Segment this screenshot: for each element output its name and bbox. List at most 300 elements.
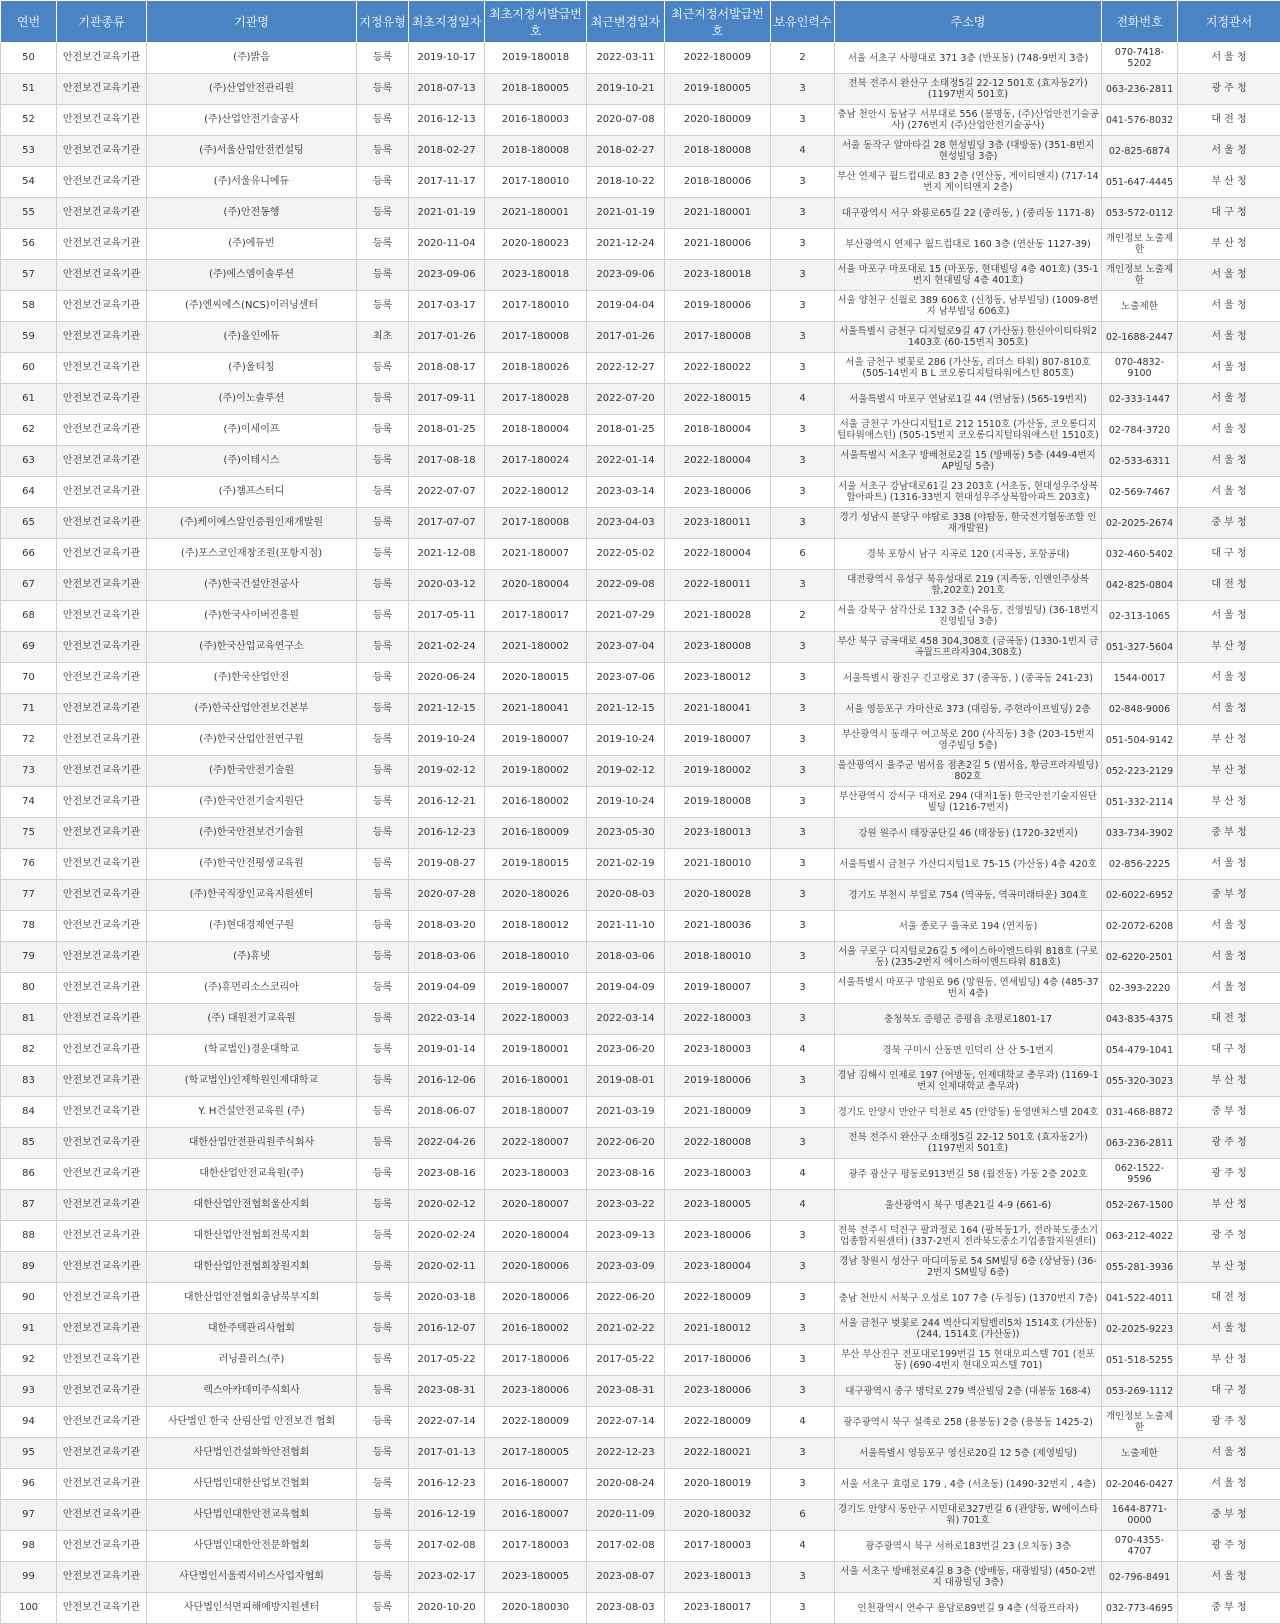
cell-designation: 등록 xyxy=(357,632,409,663)
table-row[interactable] xyxy=(1,105,1280,136)
cell-recent-date: 2017-02-08 xyxy=(587,1531,665,1562)
cell-designation: 등록 xyxy=(357,508,409,539)
cell-phone: 042-825-0804 xyxy=(1102,570,1178,601)
cell-phone: 053-572-0112 xyxy=(1102,198,1178,229)
cell-first-date: 2019-10-17 xyxy=(409,43,485,74)
cell-recent-date: 2022-06-20 xyxy=(587,1128,665,1159)
cell-type: 안전보건교육기관 xyxy=(57,1004,147,1035)
cell-recent-date: 2023-08-16 xyxy=(587,1159,665,1190)
cell-name: (주)이세이프 xyxy=(147,415,357,446)
table-row[interactable] xyxy=(1,1128,1280,1159)
cell-type: 안전보건교육기관 xyxy=(57,1128,147,1159)
cell-first-no: 2017-180017 xyxy=(485,601,587,632)
cell-recent-no: 2023-180011 xyxy=(665,508,771,539)
table-row[interactable] xyxy=(1,167,1280,198)
cell-first-no: 2016-180002 xyxy=(485,787,587,818)
cell-staff: 3 xyxy=(771,756,835,787)
table-row[interactable] xyxy=(1,1035,1280,1066)
table-row[interactable] xyxy=(1,291,1280,322)
cell-type: 안전보건교육기관 xyxy=(57,570,147,601)
cell-recent-no: 2023-180018 xyxy=(665,260,771,291)
cell-index: 58 xyxy=(1,291,57,322)
cell-name: (주)엔씨에스(NCS)이러닝센터 xyxy=(147,291,357,322)
cell-recent-date: 2021-07-29 xyxy=(587,601,665,632)
cell-recent-date: 2022-07-20 xyxy=(587,384,665,415)
cell-recent-no: 2023-180006 xyxy=(665,477,771,508)
table-row[interactable] xyxy=(1,1097,1280,1128)
table-row[interactable] xyxy=(1,260,1280,291)
cell-recent-no: 2019-180006 xyxy=(665,291,771,322)
cell-address: 대구광역시 중구 명덕로 279 벽산빌딩 2층 (대봉동 168-4) xyxy=(835,1376,1102,1407)
cell-staff: 3 xyxy=(771,477,835,508)
cell-name: (주)한국건설안전공사 xyxy=(147,570,357,601)
cell-office: 서 울 청 xyxy=(1178,973,1280,1004)
cell-designation: 등록 xyxy=(357,446,409,477)
cell-phone: 02-784-3720 xyxy=(1102,415,1178,446)
cell-designation: 등록 xyxy=(357,1035,409,1066)
cell-office: 서 울 청 xyxy=(1178,136,1280,167)
cell-index: 75 xyxy=(1,818,57,849)
cell-office: 대 전 청 xyxy=(1178,105,1280,136)
cell-name: 사단법인 한국 산림산업 안전보건 협회 xyxy=(147,1407,357,1438)
cell-first-no: 2017-180005 xyxy=(485,1438,587,1469)
cell-recent-no: 2018-180008 xyxy=(665,136,771,167)
cell-name: 사단법인대한안전문화협회 xyxy=(147,1531,357,1562)
cell-name: 사단법인서울퀵서비스사업자협회 xyxy=(147,1562,357,1593)
table-row[interactable] xyxy=(1,43,1280,74)
table-row[interactable] xyxy=(1,136,1280,167)
cell-recent-date: 2023-05-30 xyxy=(587,818,665,849)
cell-index: 91 xyxy=(1,1314,57,1345)
cell-recent-date: 2019-10-21 xyxy=(587,74,665,105)
cell-recent-no: 2023-180004 xyxy=(665,1252,771,1283)
table-row[interactable] xyxy=(1,229,1280,260)
table-row[interactable] xyxy=(1,1159,1280,1190)
header-row xyxy=(1,1,1280,43)
cell-type: 안전보건교육기관 xyxy=(57,229,147,260)
table-row[interactable] xyxy=(1,74,1280,105)
cell-type: 안전보건교육기관 xyxy=(57,43,147,74)
cell-designation: 등록 xyxy=(357,1004,409,1035)
col-header[interactable]: 최초지정서발급번호 xyxy=(485,1,587,43)
table-row[interactable] xyxy=(1,1438,1280,1469)
cell-address: 서울 양천구 신월로 389 606호 (신정동, 남부빌딩) (1009-8번지 남부빌딩 606호) xyxy=(835,291,1102,322)
cell-office: 서 울 청 xyxy=(1178,384,1280,415)
table-row[interactable] xyxy=(1,477,1280,508)
cell-name: (주)한국산업안전 xyxy=(147,663,357,694)
cell-name: 대한산업안전협회창원지회 xyxy=(147,1252,357,1283)
col-header[interactable]: 보유인력수 xyxy=(771,1,835,43)
cell-staff: 3 xyxy=(771,291,835,322)
cell-office: 대 구 청 xyxy=(1178,539,1280,570)
cell-index: 90 xyxy=(1,1283,57,1314)
cell-first-date: 2020-02-11 xyxy=(409,1252,485,1283)
cell-first-date: 2020-07-28 xyxy=(409,880,485,911)
cell-office: 대 구 청 xyxy=(1178,1376,1280,1407)
cell-first-no: 2020-180026 xyxy=(485,880,587,911)
cell-recent-no: 2022-180003 xyxy=(665,1004,771,1035)
cell-first-no: 2018-180012 xyxy=(485,911,587,942)
cell-address: 충남 천안시 서북구 오성로 107 7층 (두정동) (1370번지 7층) xyxy=(835,1283,1102,1314)
cell-designation: 등록 xyxy=(357,942,409,973)
cell-first-date: 2019-02-12 xyxy=(409,756,485,787)
cell-address: 광주광역시 북구 서하로183번길 23 (오치동) 3층 xyxy=(835,1531,1102,1562)
cell-type: 안전보건교육기관 xyxy=(57,942,147,973)
col-header[interactable]: 최근변경일자 xyxy=(587,1,665,43)
table-row[interactable] xyxy=(1,1531,1280,1562)
cell-staff: 3 xyxy=(771,1376,835,1407)
cell-designation: 등록 xyxy=(357,43,409,74)
cell-office: 서 울 청 xyxy=(1178,911,1280,942)
cell-phone: 055-281-3936 xyxy=(1102,1252,1178,1283)
cell-first-no: 2017-180024 xyxy=(485,446,587,477)
cell-type: 안전보건교육기관 xyxy=(57,694,147,725)
table-row[interactable] xyxy=(1,353,1280,384)
table-row[interactable] xyxy=(1,1469,1280,1500)
cell-index: 54 xyxy=(1,167,57,198)
cell-address: 부산광역시 연제구 월드컵대로 160 3층 (연산동 1127-39) xyxy=(835,229,1102,260)
table-row[interactable] xyxy=(1,1252,1280,1283)
table-row[interactable] xyxy=(1,973,1280,1004)
cell-name: (주)안전동행 xyxy=(147,198,357,229)
cell-type: 안전보건교육기관 xyxy=(57,1035,147,1066)
cell-address: 서울 서초구 효령로 179 , 4층 (서초동) (1490-32번지 , 4층) xyxy=(835,1469,1102,1500)
cell-index: 63 xyxy=(1,446,57,477)
cell-index: 83 xyxy=(1,1066,57,1097)
table-row[interactable] xyxy=(1,1004,1280,1035)
cell-first-no: 2019-180015 xyxy=(485,849,587,880)
cell-recent-date: 2019-02-12 xyxy=(587,756,665,787)
col-header[interactable]: 최근지정서발급번호 xyxy=(665,1,771,43)
cell-name: (주)올인에듀 xyxy=(147,322,357,353)
table-row[interactable] xyxy=(1,1407,1280,1438)
cell-type: 안전보건교육기관 xyxy=(57,1376,147,1407)
cell-name: (주)휴넷 xyxy=(147,942,357,973)
cell-designation: 등록 xyxy=(357,911,409,942)
table-row[interactable] xyxy=(1,1314,1280,1345)
cell-phone: 02-333-1447 xyxy=(1102,384,1178,415)
cell-first-date: 2016-12-13 xyxy=(409,105,485,136)
cell-designation: 등록 xyxy=(357,1593,409,1624)
cell-first-no: 2017-180010 xyxy=(485,291,587,322)
cell-address: 경기도 안양시 동안구 시민대로327번길 6 (관양동, W에이스타워) 701호 xyxy=(835,1500,1102,1531)
cell-office: 광 주 청 xyxy=(1178,1221,1280,1252)
table-row[interactable] xyxy=(1,942,1280,973)
cell-index: 77 xyxy=(1,880,57,911)
cell-address: 경북 포항시 남구 지곡로 120 (지곡동, 포항공대) xyxy=(835,539,1102,570)
cell-staff: 4 xyxy=(771,1159,835,1190)
cell-type: 안전보건교육기관 xyxy=(57,74,147,105)
col-header[interactable]: 주소명 xyxy=(835,1,1102,43)
cell-type: 안전보건교육기관 xyxy=(57,353,147,384)
cell-recent-no: 2019-180006 xyxy=(665,1066,771,1097)
cell-phone: 개인정보 노출제한 xyxy=(1102,229,1178,260)
cell-type: 안전보건교육기관 xyxy=(57,880,147,911)
cell-address: 서울특별시 금천구 디지털로9길 47 (가산동) 한신아이티타워2 1403호 (60-15번지 305호) xyxy=(835,322,1102,353)
cell-first-date: 2017-07-07 xyxy=(409,508,485,539)
cell-first-date: 2017-01-13 xyxy=(409,1438,485,1469)
cell-recent-no: 2019-180005 xyxy=(665,74,771,105)
cell-phone: 063-236-2811 xyxy=(1102,1128,1178,1159)
cell-recent-no: 2017-180003 xyxy=(665,1531,771,1562)
table-row[interactable] xyxy=(1,601,1280,632)
cell-designation: 등록 xyxy=(357,260,409,291)
cell-name: (주)산업안전기술공사 xyxy=(147,105,357,136)
cell-first-date: 2018-03-20 xyxy=(409,911,485,942)
cell-phone: 043-835-4375 xyxy=(1102,1004,1178,1035)
cell-type: 안전보건교육기관 xyxy=(57,384,147,415)
table-row[interactable] xyxy=(1,787,1280,818)
cell-phone: 063-212-4022 xyxy=(1102,1221,1178,1252)
cell-recent-no: 2021-180041 xyxy=(665,694,771,725)
cell-type: 안전보건교육기관 xyxy=(57,260,147,291)
cell-type: 안전보건교육기관 xyxy=(57,1252,147,1283)
cell-index: 61 xyxy=(1,384,57,415)
cell-first-no: 2023-180018 xyxy=(485,260,587,291)
cell-name: (주)휴먼리소스코리아 xyxy=(147,973,357,1004)
cell-first-no: 2023-180005 xyxy=(485,1562,587,1593)
cell-name: 대한주택관리사협회 xyxy=(147,1314,357,1345)
cell-address: 경기도 안양시 만안구 덕천로 45 (안양동) 동영벤처스텔 204호 xyxy=(835,1097,1102,1128)
table-row[interactable] xyxy=(1,1221,1280,1252)
cell-office: 서 울 청 xyxy=(1178,477,1280,508)
cell-type: 안전보건교육기관 xyxy=(57,632,147,663)
col-header[interactable]: 전화번호 xyxy=(1102,1,1178,43)
cell-first-no: 2018-180008 xyxy=(485,136,587,167)
table-row[interactable] xyxy=(1,880,1280,911)
cell-recent-date: 2020-11-09 xyxy=(587,1500,665,1531)
cell-index: 68 xyxy=(1,601,57,632)
cell-address: 경기도 부천시 부일로 754 (역곡동, 역곡미래타운) 304호 xyxy=(835,880,1102,911)
cell-first-date: 2020-10-20 xyxy=(409,1593,485,1624)
cell-type: 안전보건교육기관 xyxy=(57,1159,147,1190)
cell-name: 대한산업안전관리원주식회사 xyxy=(147,1128,357,1159)
cell-recent-date: 2021-02-22 xyxy=(587,1314,665,1345)
cell-recent-date: 2022-05-02 xyxy=(587,539,665,570)
col-header[interactable]: 기관종류 xyxy=(57,1,147,43)
cell-index: 98 xyxy=(1,1531,57,1562)
cell-index: 88 xyxy=(1,1221,57,1252)
cell-address: 전북 전주시 덕진구 팔과정로 164 (팔복동1가, 전라북도중소기업종합지원센터) (337-2번지 전라북도중소기업종합지원센터) xyxy=(835,1221,1102,1252)
cell-staff: 3 xyxy=(771,1469,835,1500)
cell-designation: 등록 xyxy=(357,787,409,818)
cell-staff: 2 xyxy=(771,601,835,632)
table-row[interactable] xyxy=(1,756,1280,787)
cell-office: 대 전 청 xyxy=(1178,1283,1280,1314)
cell-recent-no: 2022-180021 xyxy=(665,1438,771,1469)
table-row[interactable] xyxy=(1,632,1280,663)
cell-staff: 3 xyxy=(771,818,835,849)
cell-recent-date: 2022-12-23 xyxy=(587,1438,665,1469)
table-row[interactable] xyxy=(1,446,1280,477)
cell-index: 64 xyxy=(1,477,57,508)
cell-name: (주)현대경제연구원 xyxy=(147,911,357,942)
cell-designation: 등록 xyxy=(357,198,409,229)
cell-first-no: 2019-180007 xyxy=(485,725,587,756)
cell-recent-no: 2023-180013 xyxy=(665,818,771,849)
table-row[interactable] xyxy=(1,694,1280,725)
cell-designation: 등록 xyxy=(357,570,409,601)
cell-name: (주)한국안전평생교육원 xyxy=(147,849,357,880)
table-row[interactable] xyxy=(1,539,1280,570)
cell-first-no: 2020-180004 xyxy=(485,570,587,601)
cell-staff: 6 xyxy=(771,539,835,570)
cell-staff: 4 xyxy=(771,1190,835,1221)
cell-designation: 등록 xyxy=(357,1128,409,1159)
cell-recent-no: 2019-180007 xyxy=(665,973,771,1004)
cell-address: 서울 강북구 삼각산로 132 3층 (수유동, 진영빌딩) (36-18번지 진영빌딩 3층) xyxy=(835,601,1102,632)
cell-name: (주)밝음 xyxy=(147,43,357,74)
table-row[interactable] xyxy=(1,415,1280,446)
cell-office: 서 울 청 xyxy=(1178,663,1280,694)
table-row[interactable] xyxy=(1,1593,1280,1624)
cell-first-no: 2018-180004 xyxy=(485,415,587,446)
cell-type: 안전보건교육기관 xyxy=(57,1407,147,1438)
cell-index: 93 xyxy=(1,1376,57,1407)
cell-address: 경남 창원시 성산구 마디미동로 54 SM빌딩 6층 (상남동) (36-2번지 SM빌딩 6층) xyxy=(835,1252,1102,1283)
cell-type: 안전보건교육기관 xyxy=(57,1190,147,1221)
cell-office: 서 울 청 xyxy=(1178,353,1280,384)
cell-index: 69 xyxy=(1,632,57,663)
cell-index: 80 xyxy=(1,973,57,1004)
cell-type: 안전보건교육기관 xyxy=(57,818,147,849)
cell-designation: 등록 xyxy=(357,539,409,570)
table-row[interactable] xyxy=(1,1500,1280,1531)
table-row[interactable] xyxy=(1,1190,1280,1221)
cell-recent-date: 2023-04-03 xyxy=(587,508,665,539)
cell-staff: 3 xyxy=(771,260,835,291)
table-row[interactable] xyxy=(1,570,1280,601)
cell-phone: 031-468-8872 xyxy=(1102,1097,1178,1128)
cell-office: 중 부 청 xyxy=(1178,1593,1280,1624)
col-header[interactable]: 최초지정일자 xyxy=(409,1,485,43)
cell-first-date: 2022-07-07 xyxy=(409,477,485,508)
cell-office: 서 울 청 xyxy=(1178,446,1280,477)
cell-designation: 등록 xyxy=(357,477,409,508)
cell-address: 서울특별시 금천구 가산디지털1로 75-15 (가산동) 4층 420호 xyxy=(835,849,1102,880)
cell-name: (주)포스코인재창조원(포항지점) xyxy=(147,539,357,570)
cell-recent-no: 2022-180009 xyxy=(665,1407,771,1438)
cell-address: 서울 구로구 디지털로26길 5 에이스하이엔드타워 818호 (구로동) (235-2번지 에이스하이엔드타워 818호) xyxy=(835,942,1102,973)
col-header[interactable]: 연번 xyxy=(1,1,57,43)
cell-recent-no: 2019-180002 xyxy=(665,756,771,787)
cell-staff: 3 xyxy=(771,787,835,818)
cell-first-date: 2019-01-14 xyxy=(409,1035,485,1066)
cell-index: 74 xyxy=(1,787,57,818)
cell-designation: 등록 xyxy=(357,1221,409,1252)
cell-first-date: 2020-02-24 xyxy=(409,1221,485,1252)
cell-office: 서 울 청 xyxy=(1178,1314,1280,1345)
cell-designation: 최초 xyxy=(357,322,409,353)
table-row[interactable] xyxy=(1,508,1280,539)
cell-recent-date: 2019-04-04 xyxy=(587,291,665,322)
cell-index: 89 xyxy=(1,1252,57,1283)
table-row[interactable] xyxy=(1,1066,1280,1097)
table-row[interactable] xyxy=(1,1562,1280,1593)
table-row[interactable] xyxy=(1,849,1280,880)
table-row[interactable] xyxy=(1,663,1280,694)
cell-designation: 등록 xyxy=(357,1159,409,1190)
cell-index: 72 xyxy=(1,725,57,756)
cell-first-date: 2023-08-16 xyxy=(409,1159,485,1190)
col-header[interactable]: 기관명 xyxy=(147,1,357,43)
cell-index: 53 xyxy=(1,136,57,167)
cell-first-no: 2022-180009 xyxy=(485,1407,587,1438)
table-row[interactable] xyxy=(1,384,1280,415)
cell-first-date: 2016-12-07 xyxy=(409,1314,485,1345)
cell-name: 사단법인대한안전교육협회 xyxy=(147,1500,357,1531)
cell-staff: 3 xyxy=(771,911,835,942)
cell-name: (주)한국산업안전보건본부 xyxy=(147,694,357,725)
cell-staff: 3 xyxy=(771,880,835,911)
table-row[interactable] xyxy=(1,725,1280,756)
cell-staff: 3 xyxy=(771,167,835,198)
cell-name: (주)에스엠이솔루션 xyxy=(147,260,357,291)
cell-index: 59 xyxy=(1,322,57,353)
cell-designation: 등록 xyxy=(357,1438,409,1469)
cell-recent-no: 2023-180012 xyxy=(665,663,771,694)
col-header[interactable]: 지정관서 xyxy=(1178,1,1280,43)
cell-office: 서 울 청 xyxy=(1178,1469,1280,1500)
cell-first-no: 2021-180002 xyxy=(485,632,587,663)
cell-first-date: 2017-03-17 xyxy=(409,291,485,322)
cell-name: (주)에듀빈 xyxy=(147,229,357,260)
cell-recent-no: 2023-180006 xyxy=(665,1376,771,1407)
cell-recent-date: 2023-08-03 xyxy=(587,1593,665,1624)
cell-recent-date: 2022-06-20 xyxy=(587,1283,665,1314)
cell-office: 부 산 청 xyxy=(1178,787,1280,818)
cell-first-date: 2020-02-12 xyxy=(409,1190,485,1221)
table-row[interactable] xyxy=(1,1376,1280,1407)
table-row[interactable] xyxy=(1,198,1280,229)
table-row[interactable] xyxy=(1,911,1280,942)
cell-type: 안전보건교육기관 xyxy=(57,291,147,322)
cell-phone: 02-313-1065 xyxy=(1102,601,1178,632)
cell-staff: 6 xyxy=(771,1500,835,1531)
cell-first-no: 2020-180023 xyxy=(485,229,587,260)
cell-recent-no: 2023-180005 xyxy=(665,1190,771,1221)
cell-recent-no: 2023-180013 xyxy=(665,1562,771,1593)
cell-type: 안전보건교육기관 xyxy=(57,1345,147,1376)
cell-index: 95 xyxy=(1,1438,57,1469)
cell-index: 92 xyxy=(1,1345,57,1376)
table-row[interactable] xyxy=(1,1345,1280,1376)
cell-first-no: 2021-180007 xyxy=(485,539,587,570)
cell-index: 66 xyxy=(1,539,57,570)
cell-office: 부 산 청 xyxy=(1178,725,1280,756)
cell-recent-no: 2020-180028 xyxy=(665,880,771,911)
cell-phone: 033-734-3902 xyxy=(1102,818,1178,849)
cell-address: 강원 원주시 태장공단길 46 (태장동) (1720-32번지) xyxy=(835,818,1102,849)
cell-first-no: 2016-180007 xyxy=(485,1500,587,1531)
cell-address: 울산광역시 북구 명촌21길 4-9 (661-6) xyxy=(835,1190,1102,1221)
cell-address: 부산 부산진구 전포대로199번길 15 현대오피스텔 701 (전포동) (690-4번지 현대오피스텔 701) xyxy=(835,1345,1102,1376)
cell-first-date: 2017-05-11 xyxy=(409,601,485,632)
cell-phone: 051-504-9142 xyxy=(1102,725,1178,756)
cell-index: 73 xyxy=(1,756,57,787)
cell-phone: 070-4355-4707 xyxy=(1102,1531,1178,1562)
table-row[interactable] xyxy=(1,322,1280,353)
table-row[interactable] xyxy=(1,818,1280,849)
cell-name: (주)한국사이버진흥원 xyxy=(147,601,357,632)
cell-address: 울산광역시 울주군 범서읍 점촌2길 5 (범서읍, 황금프라자빌딩) 802호 xyxy=(835,756,1102,787)
cell-first-date: 2020-06-24 xyxy=(409,663,485,694)
cell-office: 광 주 청 xyxy=(1178,1128,1280,1159)
cell-address: 서울특별시 영등포구 영신로20길 12 5층 (제영빌딩) xyxy=(835,1438,1102,1469)
cell-staff: 3 xyxy=(771,1562,835,1593)
col-header[interactable]: 지정유형 xyxy=(357,1,409,43)
table-row[interactable] xyxy=(1,1283,1280,1314)
